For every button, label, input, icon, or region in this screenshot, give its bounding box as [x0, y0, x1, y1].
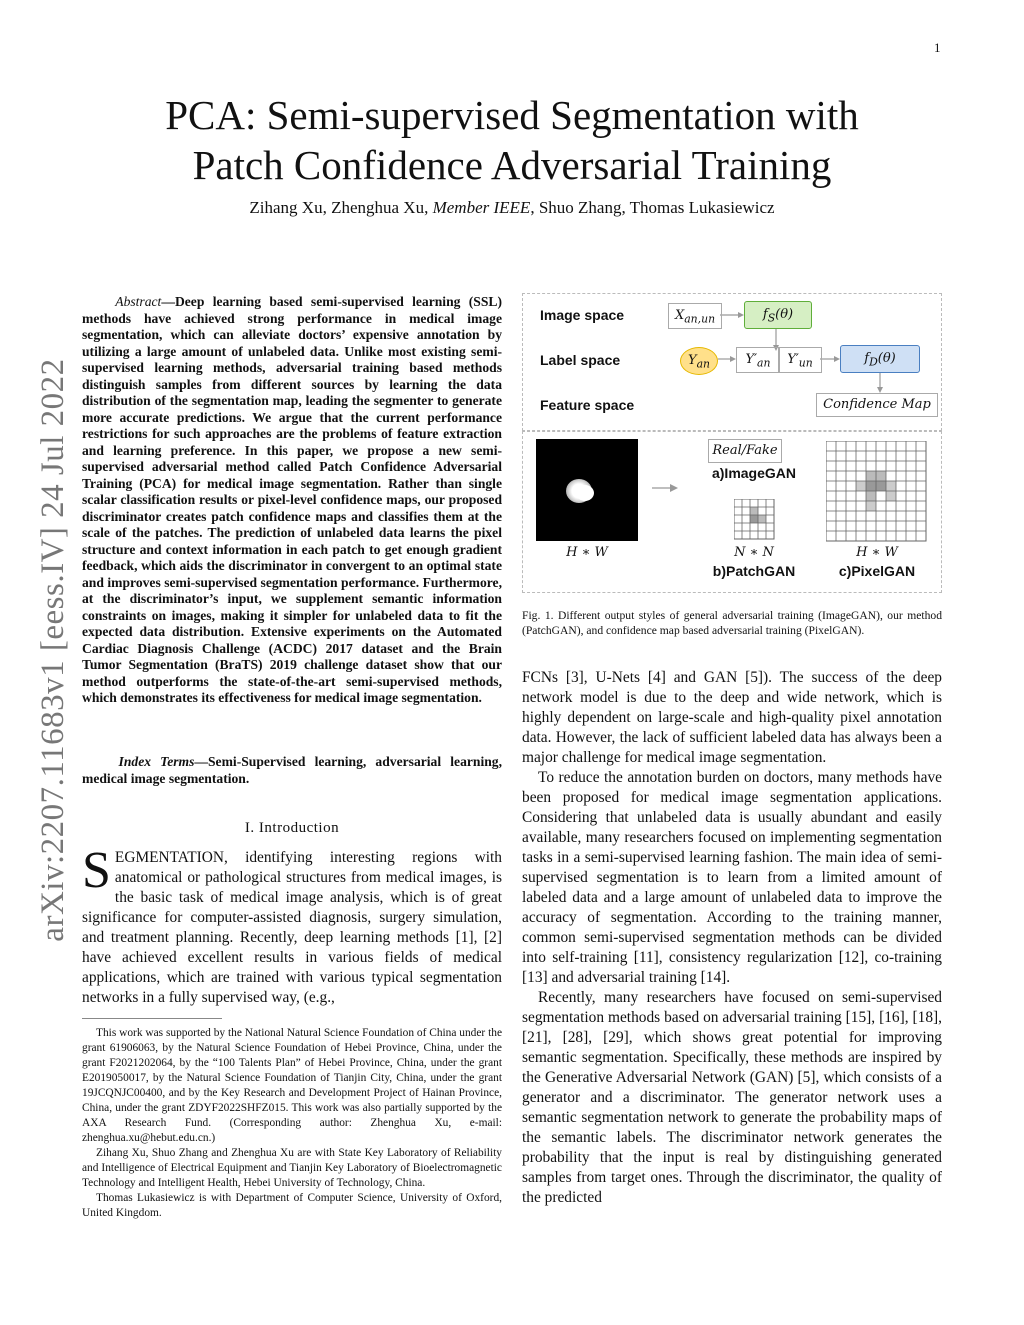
index-terms-label: Index Terms — [118, 754, 195, 769]
patchgan-label: b)PatchGAN — [712, 563, 796, 579]
authors-part-a: Zihang Xu, Zhenghua Xu, — [249, 198, 433, 217]
discriminator-fd-box — [840, 345, 920, 373]
y-prime-un-subscript: un — [798, 356, 813, 370]
footnotes — [82, 1026, 502, 1221]
fd-subscript: D — [869, 355, 878, 369]
segmenter-fs-box — [744, 301, 812, 329]
intro-text: EGMENTATION, identifying interesting regions with anatomical or pathological structures from medical images, is the basic task of medical image analysis, which is of great significance for computer-assisted diagnosis, surgery simulation, and treatment planning. Recently, deep learning methods [1], [2] have achieved excellent results in various fields of medical applications, which are trained with various typical segmentation networks in a fully supervised way, (e.g., — [82, 849, 502, 1006]
right-paragraph-2: To reduce the annotation burden on doctors, many methods have been proposed for medical image segmentation applications. Considering that unlabeled data is usually abundant and easily available, many researchers focused on implementing segmentation tasks in a semi-supervised learning fashion. The main idea of semi-supervised segmentation is to learn from a limited amount of labeled data and a large amount of unlabeled data to improve the accuracy of segmentation. According to the training manner, common semi-supervised segmentation methods can be divided into self-training [11], consistency regularization [12], co-training [13] and adversarial training [14]. — [522, 769, 942, 986]
footnote-funding: This work was supported by the National Natural Science Foundation of China under the grant 61906063, by the Natural Science Foundation of Hebei Province, China, under the grant F2021202064, by the “100 Talents Plan” of Hebei Province, China, under the grant E2019050017, by the Natural Science Foundation of Tianjin City, China, under the grant 19JCQNJC00400, and by the Key Research and Development Project of Hainan Province, China, under the grant ZDYF2022SHFZ015. This work was also partially supported by the AXA Research Fund. (Corresponding author: Zhenghua Xu, e-mail: zhenghua.xu@hebut.edu.cn.) — [82, 1027, 502, 1144]
y-prime-an-subscript: an — [757, 356, 771, 370]
y-prime-an-symbol: Y′ — [745, 352, 758, 367]
author-list — [100, 198, 924, 218]
x-subscript: an,un — [684, 312, 716, 326]
mri-image — [536, 439, 638, 541]
fd-argument: (θ) — [877, 351, 896, 366]
drop-cap: S — [82, 842, 111, 899]
page-number: 1 — [934, 40, 941, 55]
figure-caption: Fig. 1. Different output styles of general adversarial training (ImageGAN), our method (PatchGAN), and confidence map based adversarial training (PixelGAN). — [522, 609, 942, 637]
label-space-label: Label space — [540, 352, 621, 368]
y-prime-un-symbol: Y′ — [787, 352, 799, 367]
feature-space-label: Feature space — [540, 397, 635, 413]
mri-core — [576, 485, 594, 501]
pixelgan-grid — [826, 441, 928, 543]
right-paragraph-3: Recently, many researchers have focused on semi-supervised segmentation methods based on adversarial training [15], [16], [18], [21], [28], [29], which shows great potential for improving semantic segmentation. Specifically, these methods are inspired by the Generative Adversarial Network (GAN) [5], which consists of a generator and a discriminator. The generator network uses a semantic segmentation network to generate the probability maps of the semantic labels. The discriminator network generates the probability that the input is real by distinguishing generated samples from target ones. Through the discriminator, the quality of the predicted — [522, 989, 942, 1206]
right-paragraph-1: FCNs [3], U-Nets [4] and GAN [5]). The success of the deep network model is due to the deep and wide network, which is highly dependent on large-scale and high-quality pixel annotation data. However, the lack of sufficient labeled data has always been a major challenge for medical image segmentation. — [522, 669, 942, 766]
imagegan-label: a)ImageGAN — [711, 465, 797, 481]
y-prime-un-box — [778, 347, 822, 373]
section-heading: I. Introduction — [244, 820, 340, 836]
fs-subscript: S — [767, 311, 776, 325]
intro-paragraph — [82, 842, 502, 1008]
footnote-oxford: Thomas Lukasiewicz is with Department of Computer Science, University of Oxford, United Kingdom. — [82, 1192, 502, 1219]
title-line-2: Patch Confidence Adversarial Training — [192, 142, 832, 188]
patchgan-grid — [734, 499, 776, 541]
authors-member: Member IEEE — [432, 198, 531, 217]
abstract — [82, 294, 502, 707]
pixelgan-label: c)PixelGAN — [838, 563, 916, 579]
y-an-circle — [680, 347, 718, 375]
figure-1 — [522, 293, 942, 593]
right-column-text — [522, 668, 942, 1208]
authors-part-b: , Shuo Zhang, Thomas Lukasiewicz — [530, 198, 775, 217]
index-terms — [82, 754, 502, 787]
hw-left-label: H ∗ W — [566, 545, 608, 560]
real-fake-box: Real/Fake — [708, 439, 782, 463]
fd-symbol: f — [864, 351, 870, 366]
title-line-1: PCA: Semi-supervised Segmentation with — [165, 92, 859, 138]
image-space-label: Image space — [540, 307, 625, 323]
arxiv-watermark: arXiv:2207.11683v1 [eess.IV] 24 Jul 2022 — [35, 358, 71, 942]
abstract-text: —Deep learning based semi-supervised learning (SSL) methods have achieved strong performance in medical image segmentation, which can alleviate doctors’ expensive annotation by utilizing a large amount of unlabeled data. Unlike most existing semi-supervised learning methods, adversarial training based methods distinguish samples from different sources by learning the data distribution of the segmentation map, leading the segmenter to generate more accurate predictions. We argue that the current performance restrictions for such approaches are the problems of feature extraction and learning preference. In this paper, we propose a new semi-supervised adversarial method called Patch Confidence Adversarial Training (PCA) for medical image segmentation. Rather than single scalar classification results or pixel-level confidence maps, our proposed discriminator creates patch confidence maps and classifies them at the scale of the patches. The prediction of unlabeled data learns the pixel structure and context information in each patch to get enough gradient feedback, which aids the discriminator in convergent to an optimal state and improves semi-supervised segmentation performance. Furthermore, at the discriminator’s input, we supplement semantic information constraints on images, making it simpler for unlabeled data to fit the expected data distribution. Extensive experiments on the Automated Cardiac Diagnosis Challenge (ACDC) 2017 dataset and the Brain Tumor Segmentation (BraTS) 2019 challenge dataset show that our method outperforms the state-of-the-art semi-supervised methods, which demonstrates its effectiveness for medical image segmentation. — [82, 294, 502, 705]
fs-argument: (θ) — [775, 307, 794, 322]
index-terms-text: —Semi-Supervised learning, adversarial learning, medical image segmentation. — [82, 754, 502, 786]
fs-symbol: f — [762, 307, 768, 322]
y-prime-an-box — [736, 347, 780, 373]
footnote-rule — [82, 1018, 222, 1019]
paper-title — [100, 90, 924, 190]
abstract-label: Abstract — [115, 294, 162, 309]
x-symbol: X — [674, 308, 685, 323]
footnote-affiliation: Zihang Xu, Shuo Zhang and Zhenghua Xu are with State Key Laboratory of Reliability and Intelligence of Electrical Equipment and Tianjin Key Laboratory of Bioelectromagnetic Technology and Intelligent Health, Hebei University of Technology, China. — [82, 1147, 502, 1189]
x-an-un-box — [668, 303, 722, 329]
nn-label: N ∗ N — [734, 545, 774, 560]
y-an-symbol: Y — [687, 353, 697, 368]
y-an-subscript: an — [696, 357, 711, 371]
hw-right-label: H ∗ W — [856, 545, 898, 560]
confidence-map-box: Confidence Map — [816, 393, 938, 417]
